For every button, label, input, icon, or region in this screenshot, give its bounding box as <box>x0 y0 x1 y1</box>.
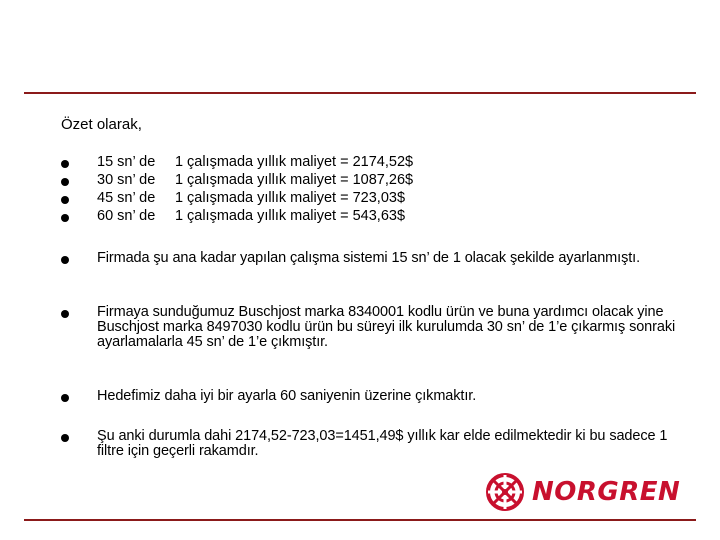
bullet <box>61 310 69 318</box>
bullet <box>61 196 69 204</box>
cost-description: çalışmada yıllık maliyet = 2174,52$ <box>187 154 414 170</box>
norgren-logo <box>485 472 697 512</box>
cost-count: 1 <box>175 154 184 170</box>
bottom-divider <box>24 519 696 521</box>
bullet <box>61 178 69 186</box>
bullet <box>61 214 69 222</box>
cost-interval: 30 sn’ de <box>97 172 156 188</box>
paragraph-profit: Şu anki durumla dahi 2174,52-723,03=1451,49$ yıllık kar elde edilmektedir ki bu sadece 1 filtre için geçerli rakamdır. <box>97 428 668 459</box>
paragraph-buschjost-products: Firmaya sunduğumuz Buschjost marka 8340001 kodlu ürün ve buna yardımcı olacak yine Buschjost marka 8497030 kodlu ürün bu süreyi ilk kurulumda 30 sn’ de 1’e çıkarmış sonraki ayarlamalarla 45 sn’ de 1’e çıkmıştır. <box>97 304 676 350</box>
norgren-logo-text: NORGREN <box>532 477 681 507</box>
cost-description: çalışmada yıllık maliyet = 1087,26$ <box>187 172 414 188</box>
cost-interval: 60 sn’ de <box>97 208 156 224</box>
paragraph-current-system: Firmada şu ana kadar yapılan çalışma sistemi 15 sn’ de 1 olacak şekilde ayarlanmıştı. <box>97 250 641 266</box>
summary-intro: Özet olarak, <box>61 116 142 133</box>
bullet <box>61 394 69 402</box>
cost-interval: 15 sn’ de <box>97 154 156 170</box>
cost-count: 1 <box>175 172 184 188</box>
cost-interval: 45 sn’ de <box>97 190 156 206</box>
top-divider <box>24 92 696 94</box>
bullet <box>61 434 69 442</box>
bullet <box>61 160 69 168</box>
norgren-emblem-icon <box>485 472 525 512</box>
bullet <box>61 256 69 264</box>
cost-count: 1 <box>175 190 184 206</box>
cost-description: çalışmada yıllık maliyet = 723,03$ <box>187 190 406 206</box>
cost-count: 1 <box>175 208 184 224</box>
paragraph-goal: Hedefimiz daha iyi bir ayarla 60 saniyenin üzerine çıkmaktır. <box>97 388 477 404</box>
cost-description: çalışmada yıllık maliyet = 543,63$ <box>187 208 406 224</box>
